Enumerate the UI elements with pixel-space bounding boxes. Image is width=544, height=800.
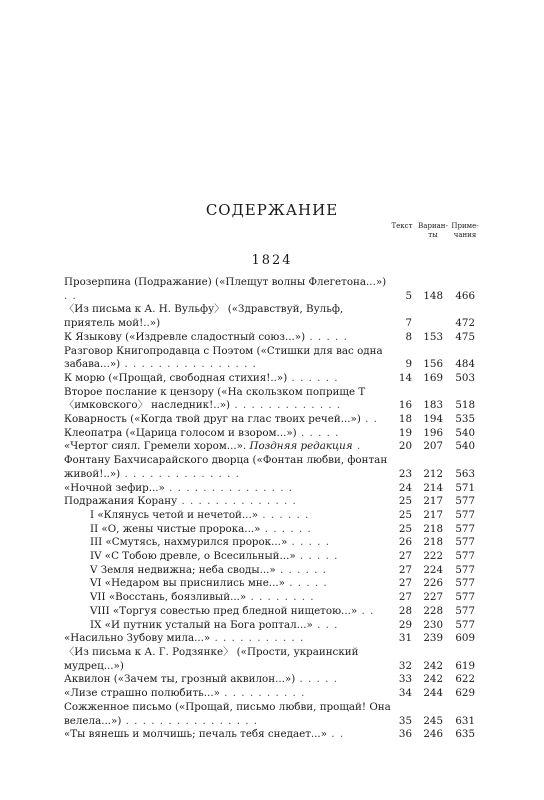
- column-header-text: Текст: [391, 222, 413, 230]
- column-header-notes: Приме- чания: [451, 222, 479, 239]
- leader-dots: . . . . . . . . . . .: [210, 632, 305, 645]
- page-text: 5: [405, 289, 412, 302]
- page-text: 8: [405, 330, 412, 343]
- page-variants: 217: [423, 495, 443, 508]
- entry-title-text: «Лизе страшно полюбить...»: [64, 687, 220, 700]
- page-numbers: [388, 536, 484, 550]
- toc-entry: [64, 687, 484, 701]
- page-variants: 156: [423, 358, 443, 371]
- page-notes: 503: [455, 371, 475, 384]
- entry-title-text: Клеопатра («Царица голосом и взором...»): [64, 426, 297, 439]
- entry-title-text: VI «Недаром вы приснились мне...»: [90, 577, 285, 590]
- entry-title-text: «Чертог сиял. Гремели хором...».: [64, 440, 250, 453]
- entry-title-text: I «Клянусь четой и нечетой...»: [90, 508, 259, 521]
- toc-entry: [64, 372, 484, 386]
- page-notes: 629: [455, 687, 475, 700]
- leader-dots: . . . . . .: [260, 522, 312, 535]
- page-text: 18: [398, 413, 412, 426]
- page-numbers: [388, 495, 484, 509]
- toc-entry: [64, 564, 484, 578]
- page-text: 27: [398, 563, 412, 576]
- page-text: 27: [398, 550, 412, 563]
- page-text: 25: [398, 522, 412, 535]
- leader-dots: . .: [357, 604, 375, 617]
- page-numbers: [388, 468, 484, 482]
- page-variants: 148: [423, 289, 443, 302]
- page-numbers: [388, 290, 484, 304]
- toc-entry: [64, 619, 484, 633]
- page-numbers: [388, 440, 484, 454]
- toc-entry: [64, 386, 484, 413]
- page-variants: 230: [423, 618, 443, 631]
- column-header-variants: Вариан- ты: [418, 222, 448, 239]
- page-notes: 540: [455, 440, 475, 453]
- page-notes: 475: [455, 330, 475, 343]
- page-notes: 484: [455, 358, 475, 371]
- leader-dots: . . . . . . . . . . . . . . .: [164, 481, 294, 494]
- page-text: 36: [398, 728, 412, 741]
- leader-dots: . . .: [312, 618, 339, 631]
- toc-entry: [64, 303, 484, 330]
- toc-entry: [64, 345, 484, 372]
- entry-title-text: V Земля недвижна; неба своды...»: [90, 563, 276, 576]
- leader-dots: . . . . . . . .: [246, 591, 315, 604]
- toc-entry: [64, 509, 484, 523]
- toc-entry: [64, 550, 484, 564]
- page-notes: 472: [455, 317, 475, 330]
- table-of-contents: [64, 276, 484, 742]
- page-notes: 577: [455, 618, 475, 631]
- year-heading: 1824: [251, 253, 293, 268]
- entry-title-text: Сожженное письмо («Прощай, письмо любви, прощай! Она велела...»): [64, 700, 391, 727]
- entry-title-text: «Ты вянешь и молчишь; печаль тебя снедает...»: [64, 728, 328, 741]
- page-numbers: [388, 564, 484, 578]
- page-variants: 212: [423, 467, 443, 480]
- page-numbers: [388, 728, 484, 742]
- page-variants: 218: [423, 536, 443, 549]
- page-notes: 577: [455, 536, 475, 549]
- page-notes: 619: [455, 659, 475, 672]
- page-text: 28: [398, 604, 412, 617]
- page-notes: 518: [455, 399, 475, 412]
- entry-title-text: VII «Восстань, боязливый...»: [90, 591, 247, 604]
- page-notes: 577: [455, 591, 475, 604]
- entry-title-text: III «Смутясь, нахмурился пророк...»: [90, 536, 288, 549]
- page-text: 20: [398, 440, 412, 453]
- leader-dots: . . . . .: [296, 426, 340, 439]
- page-variants: 207: [423, 440, 443, 453]
- page-notes: 577: [455, 495, 475, 508]
- page-notes: 631: [455, 714, 475, 727]
- leader-dots: . . . . .: [295, 673, 338, 686]
- page-text: 33: [398, 673, 412, 686]
- page-notes: 571: [455, 481, 475, 494]
- leader-dots: . . . . . . . . . . . . . .: [120, 467, 240, 480]
- leader-dots: . .: [360, 413, 378, 426]
- page-numbers: [388, 660, 484, 674]
- toc-entry: [64, 482, 484, 496]
- page-variants: 242: [423, 673, 443, 686]
- entry-title-text: IV «С Тобою древле, о Всесильный...»: [90, 550, 296, 563]
- page-numbers: [388, 399, 484, 413]
- page-variants: 153: [423, 330, 443, 343]
- leader-dots: . . . . . .: [258, 508, 310, 521]
- toc-entry: [64, 440, 484, 454]
- page-notes: 577: [455, 550, 475, 563]
- page-notes: 563: [455, 467, 475, 480]
- page-notes: 577: [455, 563, 475, 576]
- page-notes: 577: [455, 508, 475, 521]
- page-numbers: [388, 413, 484, 427]
- page-numbers: [388, 715, 484, 729]
- entry-title-text: IX «И путник усталый на Бога роптал...»: [90, 618, 313, 631]
- page-numbers: [388, 619, 484, 633]
- page-text: 7: [405, 317, 412, 330]
- toc-entry: [64, 276, 484, 303]
- entry-title-text: Коварность («Когда твой друг на глас твоих речей...»): [64, 413, 361, 426]
- page-numbers: [388, 591, 484, 605]
- page-notes: 609: [455, 632, 475, 645]
- entry-title-text: Аквилон («Зачем ты, грозный аквилон...»): [64, 673, 296, 686]
- page-numbers: [388, 673, 484, 687]
- page-text: 23: [398, 467, 412, 480]
- leader-dots: .: [352, 440, 362, 453]
- entry-title-text: 〈Из письма к А. Г. Родзянке〉 («Прости, украинский мудрец...»): [64, 645, 359, 672]
- page-numbers: [388, 577, 484, 591]
- page-variants: 218: [423, 522, 443, 535]
- leader-dots: . . . . . . . . . . . . . . . .: [121, 714, 259, 727]
- page-variants: 239: [423, 632, 443, 645]
- leader-dots: . .: [327, 728, 345, 741]
- entry-title-text: К морю («Прощай, свободная стихия!..»): [64, 371, 288, 384]
- page-variants: 169: [423, 371, 443, 384]
- page-numbers: [388, 427, 484, 441]
- page-variants: 217: [423, 508, 443, 521]
- entry-edition-note: Поздняя редакция: [249, 440, 353, 453]
- entry-title-text: II «О, жены чистые пророка...»: [90, 522, 261, 535]
- page-notes: 577: [455, 577, 475, 590]
- entry-title-text: К Языкову («Издревле сладостный союз...»): [64, 330, 306, 343]
- page-variants: 224: [423, 563, 443, 576]
- page-variants: 228: [423, 604, 443, 617]
- toc-entry: [64, 646, 484, 673]
- leader-dots: . . . . . . . . . . . . . .: [177, 495, 297, 508]
- toc-entry: [64, 577, 484, 591]
- page-numbers: [388, 358, 484, 372]
- toc-entry: [64, 605, 484, 619]
- page-text: 27: [398, 577, 412, 590]
- entry-title-text: Разговор Книгопродавца с Поэтом («Стишки для вас одна забава...»): [64, 344, 383, 371]
- page-text: 29: [398, 618, 412, 631]
- page-numbers: [388, 687, 484, 701]
- page-variants: 227: [423, 591, 443, 604]
- entry-title-text: Подражания Корану: [64, 495, 178, 508]
- page-variants: 194: [423, 413, 443, 426]
- leader-dots: . . . . . . . . . . . . . . . .: [120, 358, 257, 371]
- leader-dots: . . . . . . . . . .: [219, 687, 306, 700]
- page-variants: 245: [423, 714, 443, 727]
- leader-dots: . . . . . . . . . . . . .: [230, 399, 342, 412]
- entry-title-text: «Насильно Зубову мила...»: [64, 632, 211, 645]
- entry-title-text: «Ночной зефир...»: [64, 481, 165, 494]
- toc-entry: [64, 523, 484, 537]
- page-text: 16: [398, 399, 412, 412]
- page-variants: 222: [423, 550, 443, 563]
- leader-dots: . . . . .: [305, 330, 348, 343]
- page-numbers: [388, 317, 484, 331]
- page-variants: 226: [423, 577, 443, 590]
- page-numbers: [388, 523, 484, 537]
- leader-dots: . . . . . .: [287, 371, 339, 384]
- page-variants: 214: [423, 481, 443, 494]
- page-text: 19: [398, 426, 412, 439]
- page-text: 31: [398, 632, 412, 645]
- page-numbers: [388, 550, 484, 564]
- toc-entry: [64, 495, 484, 509]
- page-text: 34: [398, 687, 412, 700]
- toc-entry: [64, 591, 484, 605]
- page-variants: 246: [423, 728, 443, 741]
- leader-dots: . . . . .: [284, 577, 328, 590]
- page-numbers: [388, 331, 484, 345]
- page-numbers: [388, 632, 484, 646]
- page-text: 9: [405, 358, 412, 371]
- page-text: 25: [398, 495, 412, 508]
- leader-dots: . .: [64, 289, 77, 302]
- entry-title-text: VIII «Торгуя совестью пред бледной нищетою...»: [90, 604, 358, 617]
- page-numbers: [388, 482, 484, 496]
- page-text: 32: [398, 659, 412, 672]
- toc-entry: [64, 701, 484, 728]
- page-notes: 622: [455, 673, 475, 686]
- page-text: 27: [398, 591, 412, 604]
- page-text: 35: [398, 714, 412, 727]
- page-variants: 196: [423, 426, 443, 439]
- toc-entry: [64, 728, 484, 742]
- page-text: 25: [398, 508, 412, 521]
- toc-entry: [64, 331, 484, 345]
- toc-entry: [64, 454, 484, 481]
- page-notes: 535: [455, 413, 475, 426]
- page-notes: 466: [455, 289, 475, 302]
- leader-dots: . . . . .: [295, 550, 339, 563]
- page-numbers: [388, 509, 484, 523]
- page-text: 24: [398, 481, 412, 494]
- toc-entry: [64, 427, 484, 441]
- entry-title-text: 〈Из письма к А. Н. Вульфу〉 («Здравствуй, Вульф, приятель мой!..»): [64, 303, 344, 330]
- entry-title-text: Второе послание к цензору («На скользком поприще Т〈имковского〉 наследник!..»): [64, 385, 366, 412]
- page-text: 14: [398, 371, 412, 384]
- page-notes: 577: [455, 604, 475, 617]
- page-notes: 577: [455, 522, 475, 535]
- page-variants: 183: [423, 399, 443, 412]
- page-notes: 635: [455, 728, 475, 741]
- page-numbers: [388, 372, 484, 386]
- entry-title-text: Прозерпина (Подражание) («Плещут волны Флегетона...»): [64, 276, 387, 288]
- page-variants: 244: [423, 687, 443, 700]
- page-notes: 540: [455, 426, 475, 439]
- toc-entry: [64, 536, 484, 550]
- toc-entry: [64, 632, 484, 646]
- page-title: СОДЕРЖАНИЕ: [205, 201, 339, 219]
- page-text: 26: [398, 536, 412, 549]
- toc-entry: [64, 673, 484, 687]
- toc-entry: [64, 413, 484, 427]
- leader-dots: . . . . . .: [275, 563, 327, 576]
- entry-title-text: Фонтану Бахчисарайского дворца («Фонтан любви, фонтан живой!..»): [64, 454, 388, 480]
- page-variants: 242: [423, 659, 443, 672]
- page-numbers: [388, 605, 484, 619]
- leader-dots: . . . . .: [287, 536, 330, 549]
